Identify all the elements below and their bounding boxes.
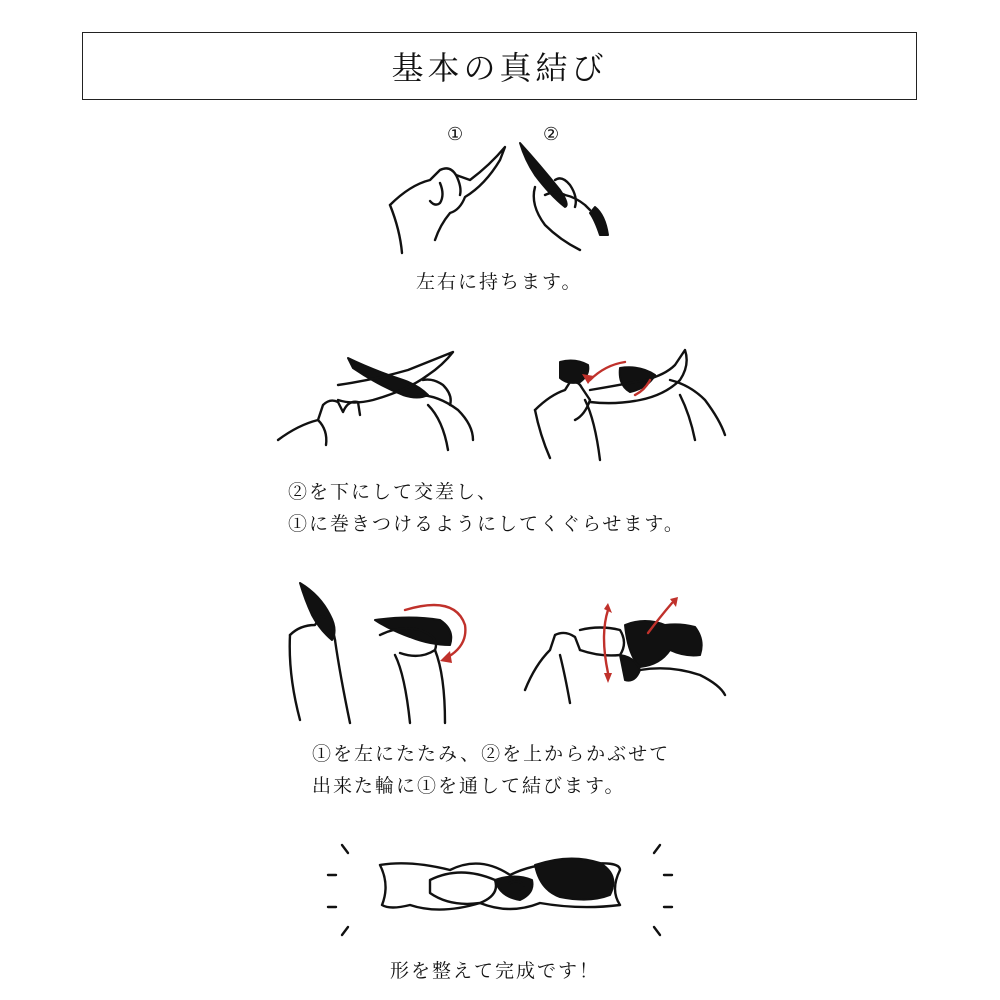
step4-caption: 形を整えて完成です！: [390, 960, 601, 982]
page-title: 基本の真結び: [391, 49, 608, 87]
title-box: [82, 32, 917, 100]
step2-caption-line1: ②を下にして交差し、: [288, 481, 499, 503]
label-one: ①: [447, 124, 464, 145]
step4-illustration: [320, 835, 690, 950]
step1-illustration: [380, 135, 630, 255]
label-two: ②: [543, 124, 560, 145]
step2-left-illustration: [278, 340, 478, 455]
step3-caption-line2: 出来た輪に①を通して結びます。: [312, 775, 626, 797]
step3-right-illustration: [520, 595, 730, 705]
step2-right-illustration: [530, 340, 730, 465]
step3-left-illustration: [280, 575, 480, 725]
step3-caption-line1: ①を左にたたみ、②を上からかぶせて: [312, 743, 671, 765]
step1-caption: 左右に持ちます。: [416, 271, 583, 293]
step2-caption-line2: ①に巻きつけるようにしてくぐらせます。: [288, 513, 685, 535]
